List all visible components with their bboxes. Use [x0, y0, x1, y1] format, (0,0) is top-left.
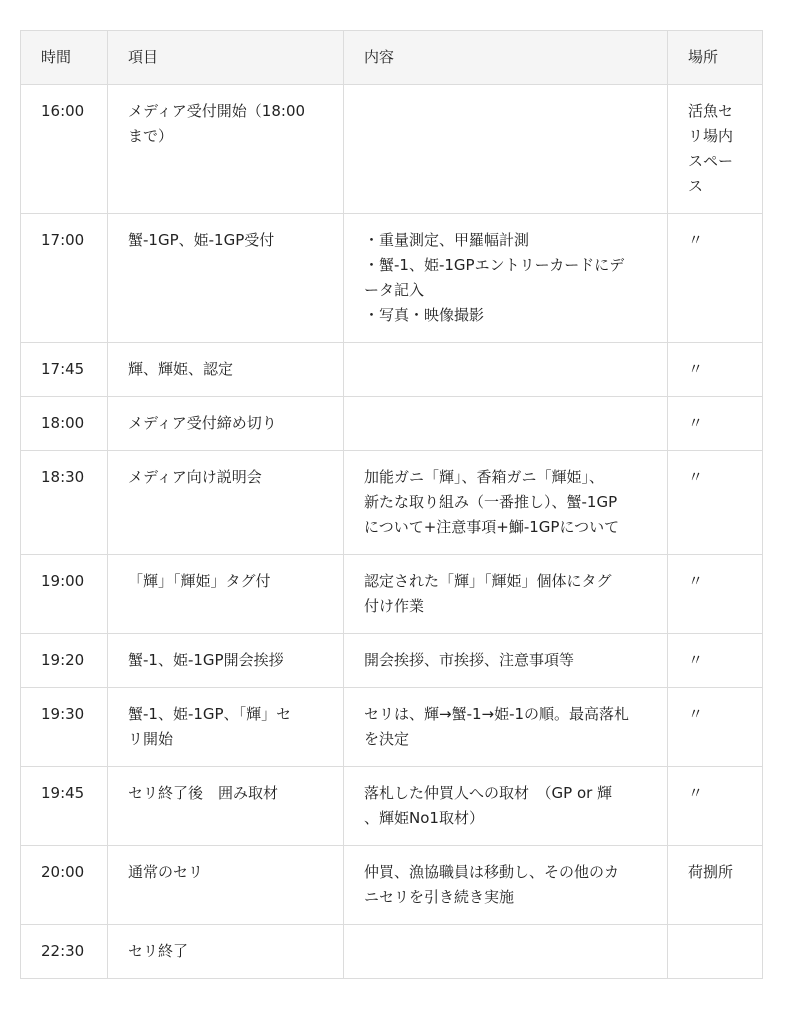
- cell-item-line: まで）: [128, 127, 174, 145]
- table-row: [21, 846, 763, 925]
- cell-item-line: 輝、輝姫、認定: [128, 360, 234, 378]
- cell-place: [668, 767, 763, 846]
- table-row: [21, 85, 763, 214]
- cell-item: [108, 343, 344, 397]
- cell-place: [668, 688, 763, 767]
- header-item: 項目: [108, 31, 344, 85]
- cell-content-line: ・重量測定、甲羅幅計測: [364, 231, 530, 249]
- cell-content-line: 認定された「輝」「輝姫」個体にタグ: [364, 572, 612, 590]
- cell-item-line: 蟹-1GP、姫-1GP受付: [128, 231, 275, 249]
- cell-content: [344, 925, 668, 979]
- cell-place: [668, 343, 763, 397]
- cell-place-line: 〃: [688, 784, 704, 802]
- cell-item-line: 「輝」「輝姫」タグ付: [128, 572, 271, 590]
- cell-content-line: ータ記入: [364, 281, 425, 299]
- cell-place-line: ス: [688, 177, 704, 195]
- cell-content: [344, 343, 668, 397]
- cell-content-line: 落札した仲買人への取材 （GP or 輝: [364, 784, 613, 802]
- cell-place-line: 〃: [688, 414, 704, 432]
- cell-content: [344, 767, 668, 846]
- cell-place-line: 〃: [688, 651, 704, 669]
- cell-place: [668, 214, 763, 343]
- cell-content-line: 付け作業: [364, 597, 425, 615]
- cell-content-line: 、輝姫No1取材）: [364, 809, 484, 827]
- cell-item-line: 通常のセリ: [128, 863, 204, 881]
- cell-content-line: セリは、輝→蟹-1→姫-1の順。最高落札: [364, 705, 630, 723]
- cell-item: [108, 451, 344, 555]
- cell-content: [344, 634, 668, 688]
- cell-content-line: を決定: [364, 730, 410, 748]
- cell-item: [108, 925, 344, 979]
- cell-content-line: 新たな取り組み（一番推し）、蟹-1GP: [364, 493, 618, 511]
- cell-place: [668, 451, 763, 555]
- cell-place-line: 活魚セ: [688, 102, 734, 120]
- cell-content: [344, 397, 668, 451]
- cell-item: [108, 85, 344, 214]
- cell-time: 19:30: [21, 688, 108, 767]
- table-row: [21, 688, 763, 767]
- cell-content: [344, 451, 668, 555]
- cell-item-line: セリ終了: [128, 942, 189, 960]
- header-place: 場所: [668, 31, 763, 85]
- table-row: [21, 555, 763, 634]
- cell-item: [108, 846, 344, 925]
- schedule-table-container: [20, 30, 762, 979]
- cell-time: 19:20: [21, 634, 108, 688]
- cell-content: [344, 688, 668, 767]
- cell-item-line: 蟹-1、姫-1GP開会挨拶: [128, 651, 284, 669]
- cell-place: [668, 555, 763, 634]
- table-row: [21, 397, 763, 451]
- cell-place-line: 〃: [688, 468, 704, 486]
- table-row: [21, 451, 763, 555]
- cell-place: [668, 925, 763, 979]
- cell-content: [344, 555, 668, 634]
- table-body: [21, 85, 763, 979]
- cell-item: [108, 767, 344, 846]
- cell-time: 18:00: [21, 397, 108, 451]
- cell-content-line: 仲買、漁協職員は移動し、その他のカ: [364, 863, 620, 881]
- table-row: [21, 767, 763, 846]
- cell-item-line: メディア受付締め切り: [128, 414, 277, 432]
- cell-item: [108, 397, 344, 451]
- cell-place: [668, 397, 763, 451]
- cell-content-line: ・蟹-1、姫-1GPエントリーカードにデ: [364, 256, 625, 274]
- cell-content: [344, 85, 668, 214]
- cell-item: [108, 634, 344, 688]
- cell-time: 19:45: [21, 767, 108, 846]
- header-content: 内容: [344, 31, 668, 85]
- cell-content-line: 加能ガニ「輝」、香箱ガニ「輝姫」、: [364, 468, 605, 486]
- cell-item: [108, 688, 344, 767]
- cell-place: [668, 846, 763, 925]
- cell-place: [668, 634, 763, 688]
- cell-item: [108, 555, 344, 634]
- cell-time: 17:00: [21, 214, 108, 343]
- cell-time: 17:45: [21, 343, 108, 397]
- table-row: [21, 343, 763, 397]
- cell-item-line: メディア受付開始（18:00: [128, 102, 306, 120]
- cell-place-line: 〃: [688, 360, 704, 378]
- cell-time: 19:00: [21, 555, 108, 634]
- cell-content: [344, 846, 668, 925]
- cell-time: 18:30: [21, 451, 108, 555]
- cell-item-line: 蟹-1、姫-1GP、「輝」セ: [128, 705, 292, 723]
- header-time: 時間: [21, 31, 108, 85]
- cell-content-line: について+注意事項+鰤-1GPについて: [364, 518, 620, 536]
- table-row: [21, 634, 763, 688]
- table-row: [21, 925, 763, 979]
- cell-place-line: リ場内: [688, 127, 734, 145]
- cell-item-line: リ開始: [128, 730, 174, 748]
- cell-content-line: ニセリを引き続き実施: [364, 888, 515, 906]
- cell-place-line: 〃: [688, 705, 704, 723]
- cell-place-line: 荷捌所: [688, 863, 734, 881]
- table-header-row: [21, 31, 763, 85]
- cell-place-line: 〃: [688, 231, 704, 249]
- cell-place: [668, 85, 763, 214]
- cell-item: [108, 214, 344, 343]
- cell-time: 20:00: [21, 846, 108, 925]
- cell-content: [344, 214, 668, 343]
- cell-time: 22:30: [21, 925, 108, 979]
- table-row: [21, 214, 763, 343]
- cell-item-line: セリ終了後 囲み取材: [128, 784, 279, 802]
- schedule-table: [20, 30, 763, 979]
- cell-item-line: メディア向け説明会: [128, 468, 262, 486]
- cell-place-line: スペー: [688, 152, 734, 170]
- cell-place-line: 〃: [688, 572, 704, 590]
- cell-content-line: 開会挨拶、市挨拶、注意事項等: [364, 651, 575, 669]
- cell-content-line: ・写真・映像撮影: [364, 306, 485, 324]
- cell-time: 16:00: [21, 85, 108, 214]
